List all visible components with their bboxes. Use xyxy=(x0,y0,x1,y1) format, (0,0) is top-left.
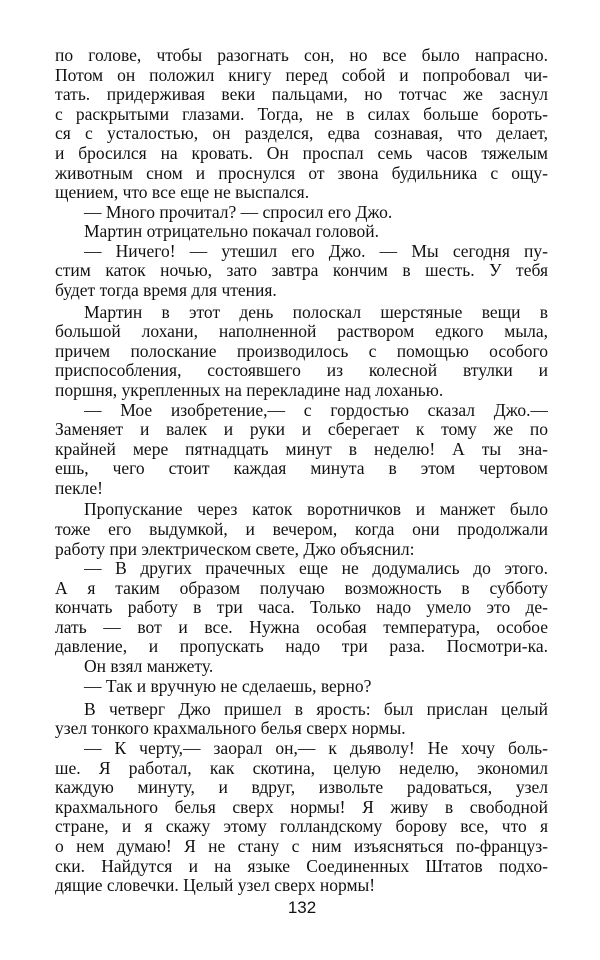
text-line: щением, что все еще не выспался. xyxy=(55,182,310,202)
text-line: ски. Найдутся и на языке Соединенных Штатов подхо- xyxy=(55,856,548,876)
text-line: тать. придерживая веки пальцами, но тотчас же заснул xyxy=(55,84,548,104)
text-line: — Много прочитал? — спросил его Джо. xyxy=(84,202,393,222)
page-number: 132 xyxy=(287,898,317,917)
text-line: и бросился на кровать. Он проспал семь часов тяжелым xyxy=(55,143,548,163)
text-line: о нем думаю! Я не стану с ним изъясняться по-француз- xyxy=(55,836,548,856)
text-line: стране, и я скажу этому голландскому борову все, что я xyxy=(55,816,548,836)
text-line: — К черту,— заорал он,— к дьяволу! Не хочу боль- xyxy=(84,738,548,758)
text-line: — Мое изобретение,— с гордостью сказал Джо.— xyxy=(84,400,548,420)
text-line: животным сном и проснулся от звона будильника с ощу- xyxy=(55,163,548,183)
text-line: — В других прачечных еще не додумались до этого. xyxy=(84,558,548,578)
text-line: пекле! xyxy=(55,478,103,498)
text-line: с раскрытыми глазами. Тогда, не в силах больше бороть- xyxy=(55,104,548,124)
text-line: Пропускание через каток воротничков и манжет было xyxy=(84,499,548,519)
text-line: по голове, чтобы разогнать сон, но все было напрасно. xyxy=(55,45,548,65)
text-line: — Ничего! — утешил его Джо. — Мы сегодня пу- xyxy=(84,241,548,261)
text-line: работу при электрическом свете, Джо объяснил: xyxy=(55,539,415,559)
text-line: тоже его выдумкой, и вечером, когда они продолжали xyxy=(55,519,548,539)
text-line: Мартин отрицательно покачал головой. xyxy=(84,221,380,241)
text-line: — Так и вручную не сделаешь, верно? xyxy=(84,676,372,696)
text-line: ешь, чего стоит каждая минута в этом чертовом xyxy=(55,458,548,478)
text-line: В четверг Джо пришел в ярость: был прислан целый xyxy=(84,699,548,719)
text-line: ся с усталостью, он разделся, едва сознавая, что делает, xyxy=(55,123,548,143)
text-line: узел тонкого крахмального белья сверх нормы. xyxy=(55,718,406,738)
text-line: крахмального белья сверх нормы! Я живу в свободной xyxy=(55,797,548,817)
text-line: каждую минуту, и вдруг, извольте радоваться, узел xyxy=(55,777,548,797)
text-line: Потом он положил книгу перед собой и попробовал чи- xyxy=(55,65,548,85)
text-line: Мартин в этот день полоскал шерстяные вещи в xyxy=(84,302,548,322)
text-line: поршня, укрепленных на перекладине над лоханью. xyxy=(55,380,444,400)
text-line: лать — вот и все. Нужна особая температура, особое xyxy=(55,617,548,637)
text-line: будет тогда время для чтения. xyxy=(55,280,277,300)
text-line: крайней мере пятнадцать минут в неделю! А ты зна- xyxy=(55,439,548,459)
text-line: Заменяет и валек и руки и сберегает к тому же по xyxy=(55,419,548,439)
text-line: приспособления, состоявшего из колесной втулки и xyxy=(55,360,548,380)
text-line: причем полоскание производилось с помощью особого xyxy=(55,341,548,361)
text-line: кончать работу в три часа. Только надо умело это де- xyxy=(55,597,548,617)
text-line: давление, и пропускать надо три раза. Посмотри-ка. xyxy=(55,636,548,656)
text-line: большой лохани, наполненной раствором едкого мыла, xyxy=(55,321,548,341)
text-line: дящие словечки. Целый узел сверх нормы! xyxy=(55,875,376,895)
text-line: ше. Я работал, как скотина, целую неделю, экономил xyxy=(55,758,548,778)
text-line: Он взял манжету. xyxy=(84,656,214,676)
text-line: стим каток ночью, зато завтра кончим в шесть. У тебя xyxy=(55,260,548,280)
text-line: А я таким образом получаю возможность в субботу xyxy=(55,578,548,598)
